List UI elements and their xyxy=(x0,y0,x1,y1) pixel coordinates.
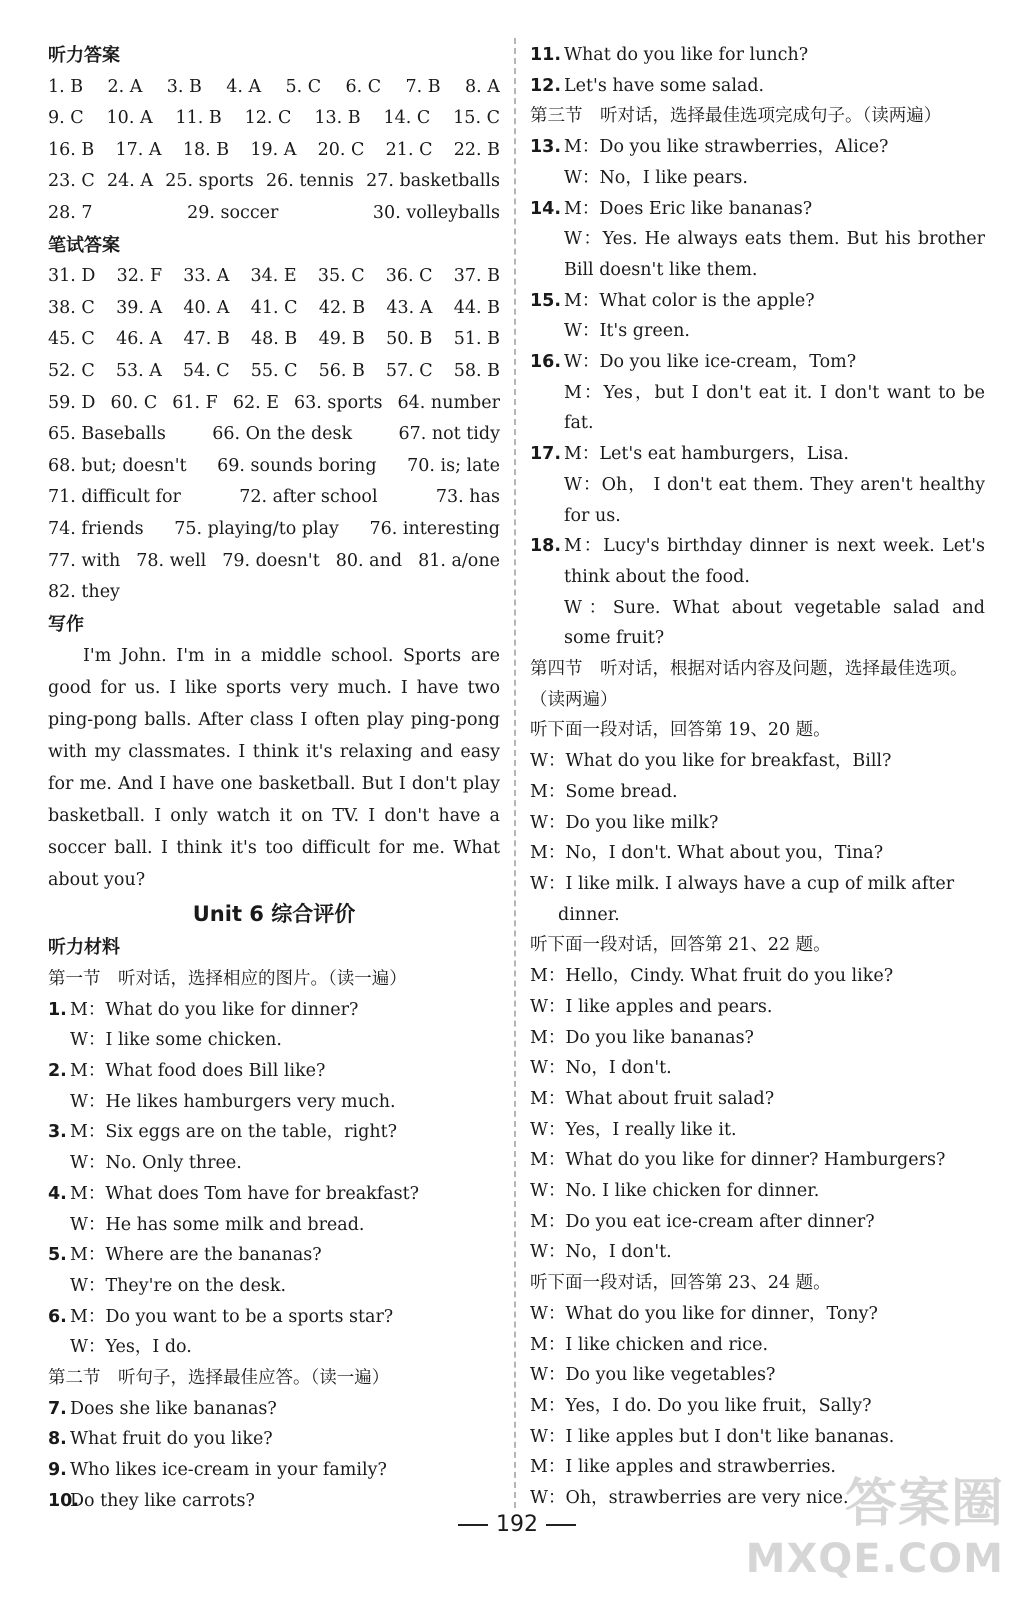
answer-item: 21. C xyxy=(385,139,433,160)
group-2-intro: 听下面一段对话，回答第 21、22 题。 xyxy=(530,935,831,956)
item-number: 14. xyxy=(530,198,562,219)
dialog-text: M：Do you like strawberries，Alice? xyxy=(564,137,889,158)
dialog-line xyxy=(530,593,985,654)
answer-item: 51. B xyxy=(453,329,500,350)
answer-item: 32. F xyxy=(116,266,163,287)
dialog-line xyxy=(48,1210,500,1241)
answer-item: 45. C xyxy=(48,329,95,350)
dialog-line: W：No. I like chicken for dinner. xyxy=(530,1181,820,1202)
item-number: 8. xyxy=(48,1429,67,1450)
item-number: 10. xyxy=(48,1490,80,1511)
answer-row xyxy=(48,166,500,198)
group-3-intro: 听下面一段对话，回答第 23、24 题。 xyxy=(530,1273,831,1294)
answer-item: 46. A xyxy=(116,329,163,350)
dialog-line: M：No，I don't. What about you，Tina? xyxy=(530,843,884,864)
group-1-dialog xyxy=(530,746,985,930)
listening-material-heading: 听力材料 xyxy=(48,937,120,959)
answer-item: 36. C xyxy=(385,266,433,287)
answer-item: 37. B xyxy=(453,266,500,287)
item-number: 6. xyxy=(48,1306,67,1327)
dialog-line: M：I like apples and strawberries. xyxy=(530,1457,836,1478)
answer-item: 61. F xyxy=(172,392,218,413)
listening-answers xyxy=(48,72,500,230)
answer-item: 76. interesting xyxy=(369,518,500,539)
dialog-line xyxy=(48,1117,500,1148)
answer-item: 33. A xyxy=(183,266,230,287)
dialog-line xyxy=(530,316,985,347)
item-number: 2. xyxy=(48,1060,67,1081)
answer-item: 74. friends xyxy=(48,518,144,539)
answer-item: 19. A xyxy=(250,139,297,160)
answer-row xyxy=(48,198,500,230)
dialog-line: W：Yes，I really like it. xyxy=(530,1119,737,1140)
dialog-text: M：Yes，but I don't eat it. I don't want to be fat. xyxy=(564,382,985,434)
answer-item: 42. B xyxy=(318,297,366,318)
dialog-line xyxy=(48,1302,500,1333)
dialog-text: W：He likes hamburgers very much. xyxy=(70,1091,396,1112)
spacer xyxy=(48,1210,70,1241)
dialog-text: M：Do you want to be a sports star? xyxy=(70,1306,394,1327)
answer-item: 18. B xyxy=(182,139,230,160)
section-2-sentences xyxy=(48,1394,500,1517)
dialog-line xyxy=(530,132,985,163)
dialog-line: M：I like chicken and rice. xyxy=(530,1334,769,1355)
section-4-heading: 第四节 听对话，根据对话内容及问题，选择最佳选项。（读两遍） xyxy=(530,659,968,710)
spacer xyxy=(530,163,564,194)
answer-item: 4. A xyxy=(226,76,262,97)
written-answers xyxy=(48,261,500,609)
dialog-line: M：Hello，Cindy. What fruit do you like? xyxy=(530,966,894,987)
dialog-line: W：No，I don't. xyxy=(530,1242,672,1263)
dialog-text: W：They're on the desk. xyxy=(70,1275,287,1296)
answer-row xyxy=(48,451,500,483)
spacer xyxy=(48,1271,70,1302)
written-answers-heading: 笔试答案 xyxy=(48,234,120,256)
dialog-line: W：What do you like for breakfast，Bill? xyxy=(530,751,892,772)
answer-item: 10. A xyxy=(106,108,153,129)
answer-item: 79. doesn't xyxy=(222,550,320,571)
dialog-line: W：I like milk. I always have a cup of milk after dinner. xyxy=(530,873,955,925)
answer-item: 13. B xyxy=(314,108,361,129)
answer-item: 64. number xyxy=(397,392,500,413)
writing-heading: 写作 xyxy=(48,613,84,635)
dialog-line xyxy=(48,1148,500,1179)
answer-row xyxy=(48,261,500,293)
sentence-text: Let's have some salad. xyxy=(564,75,765,96)
watermark-top: 答案圈 xyxy=(844,1474,1004,1534)
answer-item: 48. B xyxy=(251,329,298,350)
answer-item: 24. A xyxy=(107,171,154,192)
item-number: 12. xyxy=(530,75,562,96)
answer-item: 11. B xyxy=(175,108,222,129)
spacer xyxy=(48,1332,70,1363)
dialog-line xyxy=(530,163,985,194)
section-2-heading: 第二节 听句子，选择最佳应答。（读一遍） xyxy=(48,1368,390,1389)
answer-row xyxy=(48,293,500,325)
dialog-text: W：I like some chicken. xyxy=(70,1030,282,1051)
spacer xyxy=(48,1025,70,1056)
dialog-line: M：What do you like for dinner? Hamburgers? xyxy=(530,1150,946,1171)
answer-item: 1. B xyxy=(48,76,84,97)
sentence-line xyxy=(48,1394,500,1425)
dialog-line: W：What do you like for dinner，Tony? xyxy=(530,1303,878,1324)
sentence-line xyxy=(48,1455,500,1486)
answer-item: 14. C xyxy=(383,108,431,129)
answer-row xyxy=(48,514,500,546)
right-column xyxy=(530,40,985,1514)
spacer xyxy=(530,593,564,654)
answer-item: 44. B xyxy=(453,297,500,318)
listening-answers-heading: 听力答案 xyxy=(48,45,120,66)
dialog-text: W：No. Only three. xyxy=(70,1153,242,1174)
answer-item: 27. basketballs xyxy=(366,171,500,192)
answer-item: 70. is; late xyxy=(407,455,500,476)
dialog-line xyxy=(530,286,985,317)
dialog-text: W：Oh， I don't eat them. They aren't healthy for us. xyxy=(564,474,985,526)
answer-item: 16. B xyxy=(48,139,95,160)
answer-item: 34. E xyxy=(250,266,297,287)
sentence-text: What fruit do you like? xyxy=(70,1429,273,1450)
item-number: 11. xyxy=(530,45,562,65)
dialog-line xyxy=(48,1271,500,1302)
answer-item: 15. C xyxy=(453,108,500,129)
dialog-line: W：Do you like vegetables? xyxy=(530,1365,776,1386)
dialog-text: M：Six eggs are on the table，right? xyxy=(70,1122,398,1143)
dialog-text: W：Yes. He always eats them. But his brother Bill doesn't like them. xyxy=(564,229,985,280)
dialog-line xyxy=(530,224,985,285)
dialog-line xyxy=(530,439,985,470)
dialog-line xyxy=(530,347,985,378)
answer-item: 3. B xyxy=(166,76,202,97)
section-2-sentences-cont xyxy=(530,40,985,101)
dialog-line: M：Do you like bananas? xyxy=(530,1027,754,1048)
section-1-dialogs xyxy=(48,995,500,1363)
dialog-text: M：What color is the apple? xyxy=(564,290,815,311)
dialog-text: W：Do you like ice-cream，Tom? xyxy=(564,352,857,373)
dialog-line xyxy=(48,1056,500,1087)
answer-item: 75. playing/to play xyxy=(174,518,339,539)
answer-item: 63. sports xyxy=(294,392,383,413)
left-column xyxy=(48,40,500,1517)
item-number: 15. xyxy=(530,290,562,311)
answer-item: 40. A xyxy=(183,297,230,318)
answer-item: 80. and xyxy=(335,550,403,571)
watermark-bottom: MXQE.COM xyxy=(745,1536,1004,1582)
dialog-text: M：Where are the bananas? xyxy=(70,1245,322,1266)
sentence-line xyxy=(530,71,985,102)
dialog-text: W：Sure. What about vegetable salad and some fruit? xyxy=(564,597,985,649)
item-number: 3. xyxy=(48,1122,67,1143)
item-number: 18. xyxy=(530,536,562,557)
dialog-line: M：Some bread. xyxy=(530,781,678,802)
sentence-text: What do you like for lunch? xyxy=(564,45,809,65)
answer-item: 35. C xyxy=(317,266,365,287)
answer-item: 26. tennis xyxy=(266,171,354,192)
dialog-text: W：No，I like pears. xyxy=(564,167,748,188)
dialog-line xyxy=(48,1332,500,1363)
answer-item: 58. B xyxy=(453,360,500,381)
answer-item: 43. A xyxy=(386,297,433,318)
section-3-heading: 第三节 听对话，选择最佳选项完成句子。（读两遍） xyxy=(530,106,942,127)
dialog-text: W：It's green. xyxy=(564,321,690,342)
dialog-line: W：I like apples but I don't like bananas. xyxy=(530,1426,895,1447)
dialog-line xyxy=(48,995,500,1026)
answer-row xyxy=(48,135,500,167)
answer-item: 41. C xyxy=(250,297,298,318)
answer-item: 67. not tidy xyxy=(398,424,500,445)
sentence-text: Does she like bananas? xyxy=(70,1398,277,1419)
answer-item: 78. well xyxy=(136,550,207,571)
group-2-dialog xyxy=(530,961,985,1268)
answer-item: 55. C xyxy=(250,360,298,381)
item-number: 5. xyxy=(48,1245,67,1266)
unit-title: Unit 6 综合评价 xyxy=(192,902,356,927)
dialog-line: W：No，I don't. xyxy=(530,1058,672,1079)
answer-item: 82. they xyxy=(48,582,120,603)
answer-item: 60. C xyxy=(110,392,158,413)
dialog-line xyxy=(530,470,985,531)
answer-item: 50. B xyxy=(386,329,433,350)
answer-item: 71. difficult for xyxy=(48,487,181,508)
item-number: 4. xyxy=(48,1183,67,1204)
answer-item: 69. sounds boring xyxy=(217,455,377,476)
item-number: 13. xyxy=(530,137,562,158)
answer-item: 81. a/one xyxy=(418,550,500,571)
answer-row xyxy=(48,482,500,514)
answer-item: 12. C xyxy=(244,108,292,129)
spacer xyxy=(530,470,564,531)
answer-item: 28. 7 xyxy=(48,202,93,223)
answer-item: 59. D xyxy=(48,392,96,413)
item-number: 1. xyxy=(48,999,67,1020)
group-1-intro: 听下面一段对话，回答第 19、20 题。 xyxy=(530,720,831,741)
dialog-line: M：What about fruit salad? xyxy=(530,1088,775,1109)
answer-item: 31. D xyxy=(48,266,96,287)
item-number: 7. xyxy=(48,1398,67,1419)
answer-item: 68. but; doesn't xyxy=(48,455,187,476)
answer-item: 66. On the desk xyxy=(212,424,353,445)
dialog-line xyxy=(530,378,985,439)
section-1-heading: 第一节 听对话，选择相应的图片。（读一遍） xyxy=(48,968,407,989)
answer-row xyxy=(48,388,500,420)
dialog-text: M：What do you like for dinner? xyxy=(70,999,359,1020)
answer-item: 38. C xyxy=(48,297,95,318)
answer-row xyxy=(48,419,500,451)
answer-item: 5. C xyxy=(285,76,322,97)
answer-item: 73. has xyxy=(435,487,500,508)
answer-item: 22. B xyxy=(453,139,500,160)
dialog-text: W：He has some milk and bread. xyxy=(70,1214,365,1235)
answer-item: 62. E xyxy=(232,392,279,413)
answer-row xyxy=(48,356,500,388)
dialog-text: M：What food does Bill like? xyxy=(70,1060,326,1081)
answer-item: 56. B xyxy=(318,360,365,381)
item-number: 9. xyxy=(48,1460,67,1481)
answer-item: 23. C xyxy=(48,171,95,192)
answer-row xyxy=(48,72,500,104)
spacer xyxy=(530,378,564,439)
item-number: 17. xyxy=(530,444,562,465)
dialog-line: W：I like apples and pears. xyxy=(530,996,773,1017)
spacer xyxy=(48,1148,70,1179)
answer-item: 30. volleyballs xyxy=(372,202,500,223)
dialog-line: M：Yes，I do. Do you like fruit，Sally? xyxy=(530,1395,872,1416)
sentence-line xyxy=(530,40,985,71)
watermark-logo xyxy=(746,1461,1004,1582)
answer-item: 52. C xyxy=(48,360,95,381)
answer-item: 65. Baseballs xyxy=(48,424,166,445)
dialog-line: W：Do you like milk? xyxy=(530,812,719,833)
answer-row xyxy=(48,103,500,135)
answer-row xyxy=(48,546,500,578)
spacer xyxy=(48,1087,70,1118)
dialog-text: M：Does Eric like bananas? xyxy=(564,198,813,219)
page-number-text: 192 xyxy=(496,1512,538,1537)
answer-item: 7. B xyxy=(405,76,441,97)
dialog-line xyxy=(48,1087,500,1118)
dialog-line xyxy=(48,1025,500,1056)
spacer xyxy=(530,224,564,285)
answer-item: 17. A xyxy=(115,139,162,160)
section-3-dialogs xyxy=(530,132,985,654)
sentence-text: Who likes ice-cream in your family? xyxy=(70,1460,387,1481)
answer-item: 25. sports xyxy=(165,171,254,192)
answer-item: 47. B xyxy=(183,329,230,350)
answer-item: 20. C xyxy=(317,139,365,160)
dialog-line xyxy=(48,1240,500,1271)
answer-row xyxy=(48,577,500,609)
dialog-line xyxy=(530,531,985,592)
answer-item: 77. with xyxy=(48,550,121,571)
dialog-text: M：Let's eat hamburgers，Lisa. xyxy=(564,444,849,465)
answer-item: 29. soccer xyxy=(187,202,279,223)
answer-item: 57. C xyxy=(385,360,433,381)
answer-item: 49. B xyxy=(318,329,365,350)
item-number: 16. xyxy=(530,352,562,373)
answer-row xyxy=(48,324,500,356)
dialog-line: M：Do you eat ice-cream after dinner? xyxy=(530,1211,875,1232)
spacer xyxy=(530,316,564,347)
sentence-line xyxy=(48,1424,500,1455)
answer-item: 8. A xyxy=(465,76,500,97)
answer-item: 39. A xyxy=(116,297,163,318)
writing-essay: I'm John. I'm in a middle school. Sports are good for us. I like sports very much. I have two ping-pong balls. After class I often play ping-pong with my classmates. I think it's relaxing and easy for me. And I have one basketball. But I don't play basketball. I only watch it on TV. I don't have a soccer ball. I think it's too difficult for me. What about you? xyxy=(48,646,500,891)
sentence-text: Do they like carrots? xyxy=(70,1490,255,1511)
dialog-line xyxy=(48,1179,500,1210)
answer-item: 54. C xyxy=(182,360,230,381)
dialog-text: W：Yes，I do. xyxy=(70,1337,192,1358)
answer-item: 9. C xyxy=(48,108,84,129)
dialog-text: M：Lucy's birthday dinner is next week. Let's think about the food. xyxy=(564,536,985,587)
dialog-text: M：What does Tom have for breakfast? xyxy=(70,1183,420,1204)
dialog-line: W：Oh，strawberries are very nice. xyxy=(530,1488,849,1509)
answer-item: 2. A xyxy=(107,76,143,97)
answer-item: 6. C xyxy=(345,76,382,97)
dialog-line xyxy=(530,194,985,225)
answer-item: 72. after school xyxy=(239,487,378,508)
answer-item: 53. A xyxy=(115,360,162,381)
column-divider xyxy=(514,38,516,1508)
